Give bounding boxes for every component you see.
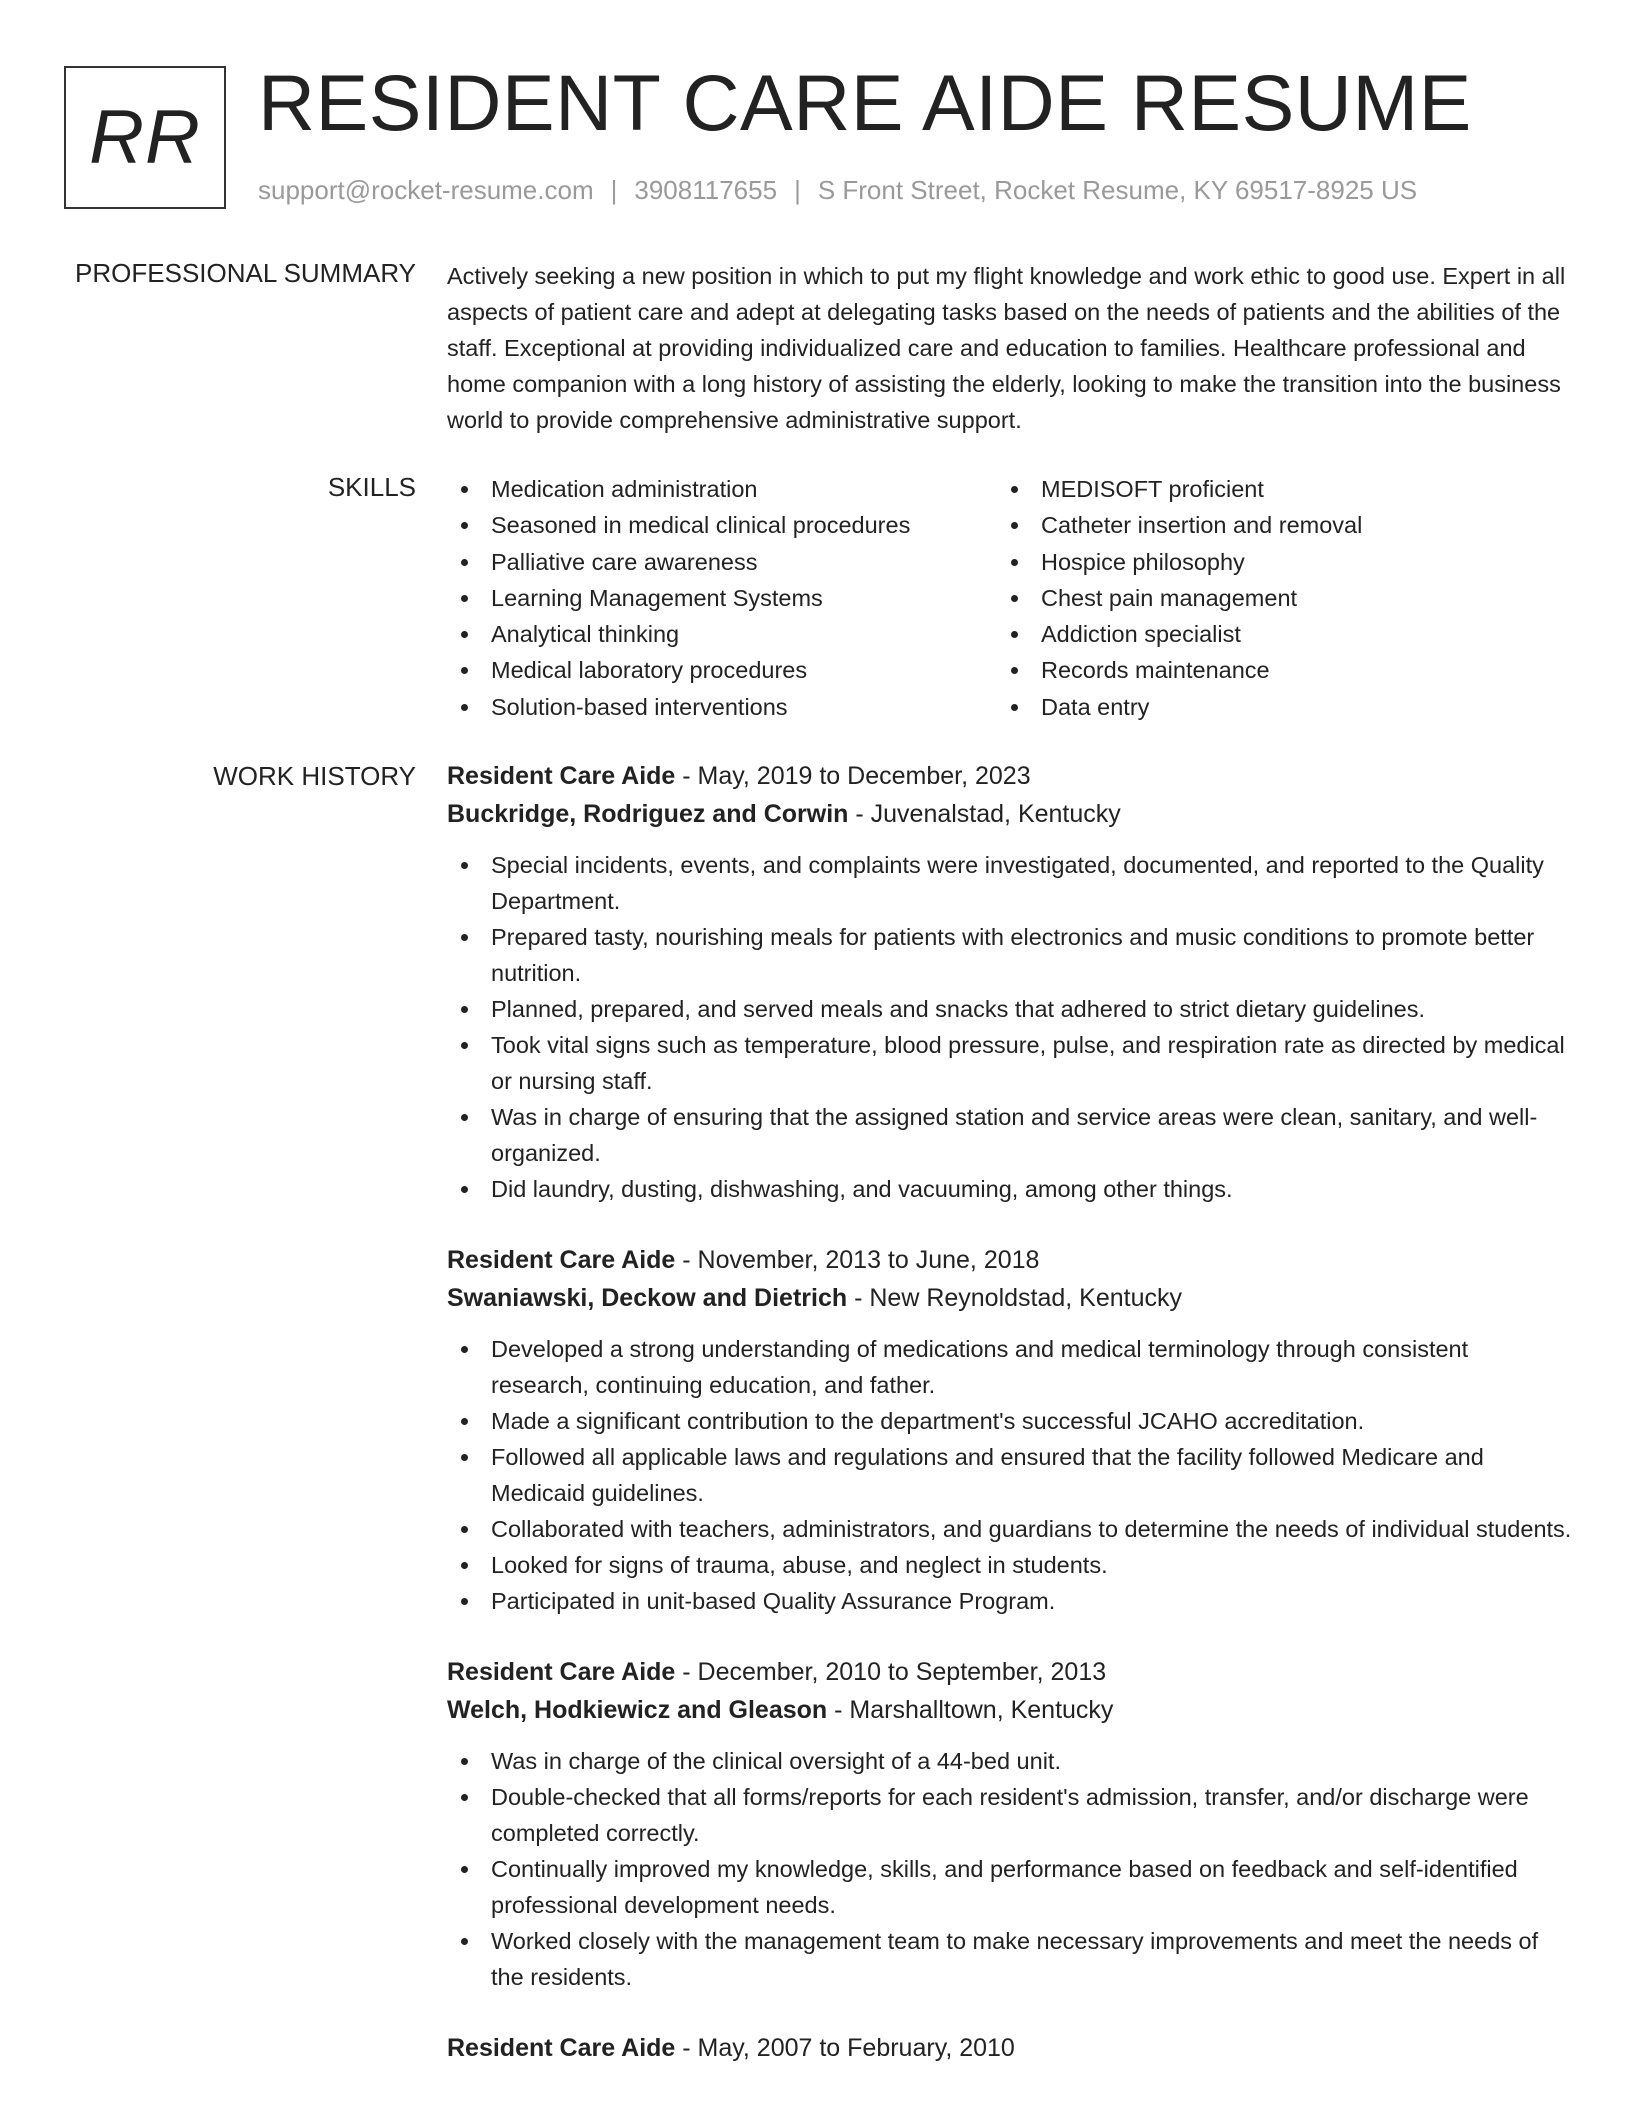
- contact-email[interactable]: support@rocket-resume.com: [258, 175, 594, 205]
- skill-item: Solution-based interventions: [447, 689, 997, 725]
- job-duty: Double-checked that all forms/reports for each resident's admission, transfer, and/or discharge were completed correctly.: [447, 1779, 1572, 1851]
- skills-heading: SKILLS: [327, 472, 416, 502]
- skill-item: MEDISOFT proficient: [997, 471, 1547, 507]
- summary-heading: PROFESSIONAL SUMMARY: [75, 258, 416, 288]
- job-company-line: [447, 1691, 1572, 1729]
- job-duty: Developed a strong understanding of medications and medical terminology through consistent research, continuing education, and father.: [447, 1331, 1572, 1403]
- skills-list-left: [447, 471, 997, 725]
- job-duty: Prepared tasty, nourishing meals for patients with electronics and music conditions to promote better nutrition.: [447, 919, 1572, 991]
- monogram-logo: [64, 66, 226, 209]
- job-title: Resident Care Aide: [447, 2034, 676, 2062]
- contact-separator: |: [610, 175, 618, 205]
- job-company: Welch, Hodkiewicz and Gleason: [447, 1696, 828, 1724]
- skill-item: Chest pain management: [997, 580, 1547, 616]
- contact-separator: |: [794, 175, 801, 205]
- job-company-line: [447, 1279, 1572, 1317]
- job-duty: Did laundry, dusting, dishwashing, and vacuuming, among other things.: [447, 1171, 1572, 1207]
- job-title-line: [447, 1653, 1572, 1691]
- job-duty: Participated in unit-based Quality Assurance Program.: [447, 1583, 1572, 1619]
- summary-section: [447, 258, 1572, 438]
- job-dates: - December, 2010 to September, 2013: [675, 1658, 1107, 1686]
- job-duty: Made a significant contribution to the department's successful JCAHO accreditation.: [447, 1403, 1572, 1439]
- job-duty: Was in charge of ensuring that the assigned station and service areas were clean, sanitary, and well-organized.: [447, 1099, 1572, 1171]
- work-history-heading: WORK HISTORY: [213, 761, 416, 791]
- job-title: Resident Care Aide: [447, 1246, 676, 1274]
- job-duties-list: [447, 847, 1572, 1207]
- job-duty: Continually improved my knowledge, skills, and performance based on feedback and self-identified professional development needs.: [447, 1851, 1572, 1923]
- job-title-line: [447, 757, 1572, 795]
- skill-item: Seasoned in medical clinical procedures: [447, 507, 997, 543]
- skill-item: Analytical thinking: [447, 616, 997, 652]
- skill-item: Catheter insertion and removal: [997, 507, 1547, 543]
- job-location: - Marshalltown, Kentucky: [827, 1696, 1114, 1724]
- skill-item: Addiction specialist: [997, 616, 1547, 652]
- work-history-section: [447, 757, 1572, 2101]
- job-duty: Was in charge of the clinical oversight of a 44-bed unit.: [447, 1743, 1572, 1779]
- contact-phone[interactable]: 3908117655: [634, 175, 778, 205]
- job-company: Swaniawski, Deckow and Dietrich: [447, 1284, 848, 1312]
- skill-item: Learning Management Systems: [447, 580, 997, 616]
- job-dates: - May, 2007 to February, 2010: [675, 2034, 1015, 2062]
- job-duty: Special incidents, events, and complaints were investigated, documented, and reported to the Quality Department.: [447, 847, 1572, 919]
- job-company: Buckridge, Rodriguez and Corwin: [447, 800, 849, 828]
- skills-list-right: [997, 471, 1547, 725]
- job-entry: [447, 2029, 1572, 2067]
- job-duties-list: [447, 1743, 1572, 1995]
- job-title: Resident Care Aide: [447, 1658, 676, 1686]
- job-duty: Collaborated with teachers, administrators, and guardians to determine the needs of individual students.: [447, 1511, 1572, 1547]
- job-duty: Took vital signs such as temperature, blood pressure, pulse, and respiration rate as directed by medical or nursing staff.: [447, 1027, 1572, 1099]
- page-title: RESIDENT CARE AIDE RESUME: [258, 58, 1472, 147]
- job-title-line: [447, 1241, 1572, 1279]
- job-company-line: [447, 795, 1572, 833]
- job-title-line: [447, 2029, 1572, 2067]
- skill-item: Records maintenance: [997, 652, 1547, 688]
- job-entry: [447, 757, 1572, 1207]
- skills-section: [447, 471, 1572, 725]
- skill-item: Palliative care awareness: [447, 544, 997, 580]
- monogram-initials: RR: [89, 95, 201, 180]
- job-dates: - May, 2019 to December, 2023: [675, 762, 1031, 790]
- job-location: - Juvenalstad, Kentucky: [848, 800, 1121, 828]
- skill-item: Hospice philosophy: [997, 544, 1547, 580]
- job-duty: Followed all applicable laws and regulations and ensured that the facility followed Medicare and Medicaid guidelines.: [447, 1439, 1572, 1511]
- job-duties-list: [447, 1331, 1572, 1619]
- job-title: Resident Care Aide: [447, 762, 676, 790]
- job-entry: [447, 1653, 1572, 1995]
- contact-address: S Front Street, Rocket Resume, KY 69517-8925 US: [817, 175, 1418, 205]
- job-dates: - November, 2013 to June, 2018: [675, 1246, 1040, 1274]
- job-duty: Worked closely with the management team to make necessary improvements and meet the needs of the residents.: [447, 1923, 1572, 1995]
- skill-item: Data entry: [997, 689, 1547, 725]
- skill-item: Medical laboratory procedures: [447, 652, 997, 688]
- job-entry: [447, 1241, 1572, 1619]
- job-duty: Planned, prepared, and served meals and snacks that adhered to strict dietary guidelines.: [447, 991, 1572, 1027]
- summary-text: Actively seeking a new position in which to put my flight knowledge and work ethic to good use. Expert in all aspects of patient care and adept at delegating tasks based on the needs of patients and the abilities of the staff. Exceptional at providing individualized care and education to families. Healthcare professional and home companion with a long history of assisting the elderly, looking to make the transition into the business world to provide comprehensive administrative support.: [447, 263, 1566, 433]
- skill-item: Medication administration: [447, 471, 997, 507]
- job-location: - New Reynoldstad, Kentucky: [847, 1284, 1183, 1312]
- job-duty: Looked for signs of trauma, abuse, and neglect in students.: [447, 1547, 1572, 1583]
- contact-line: [258, 175, 1417, 206]
